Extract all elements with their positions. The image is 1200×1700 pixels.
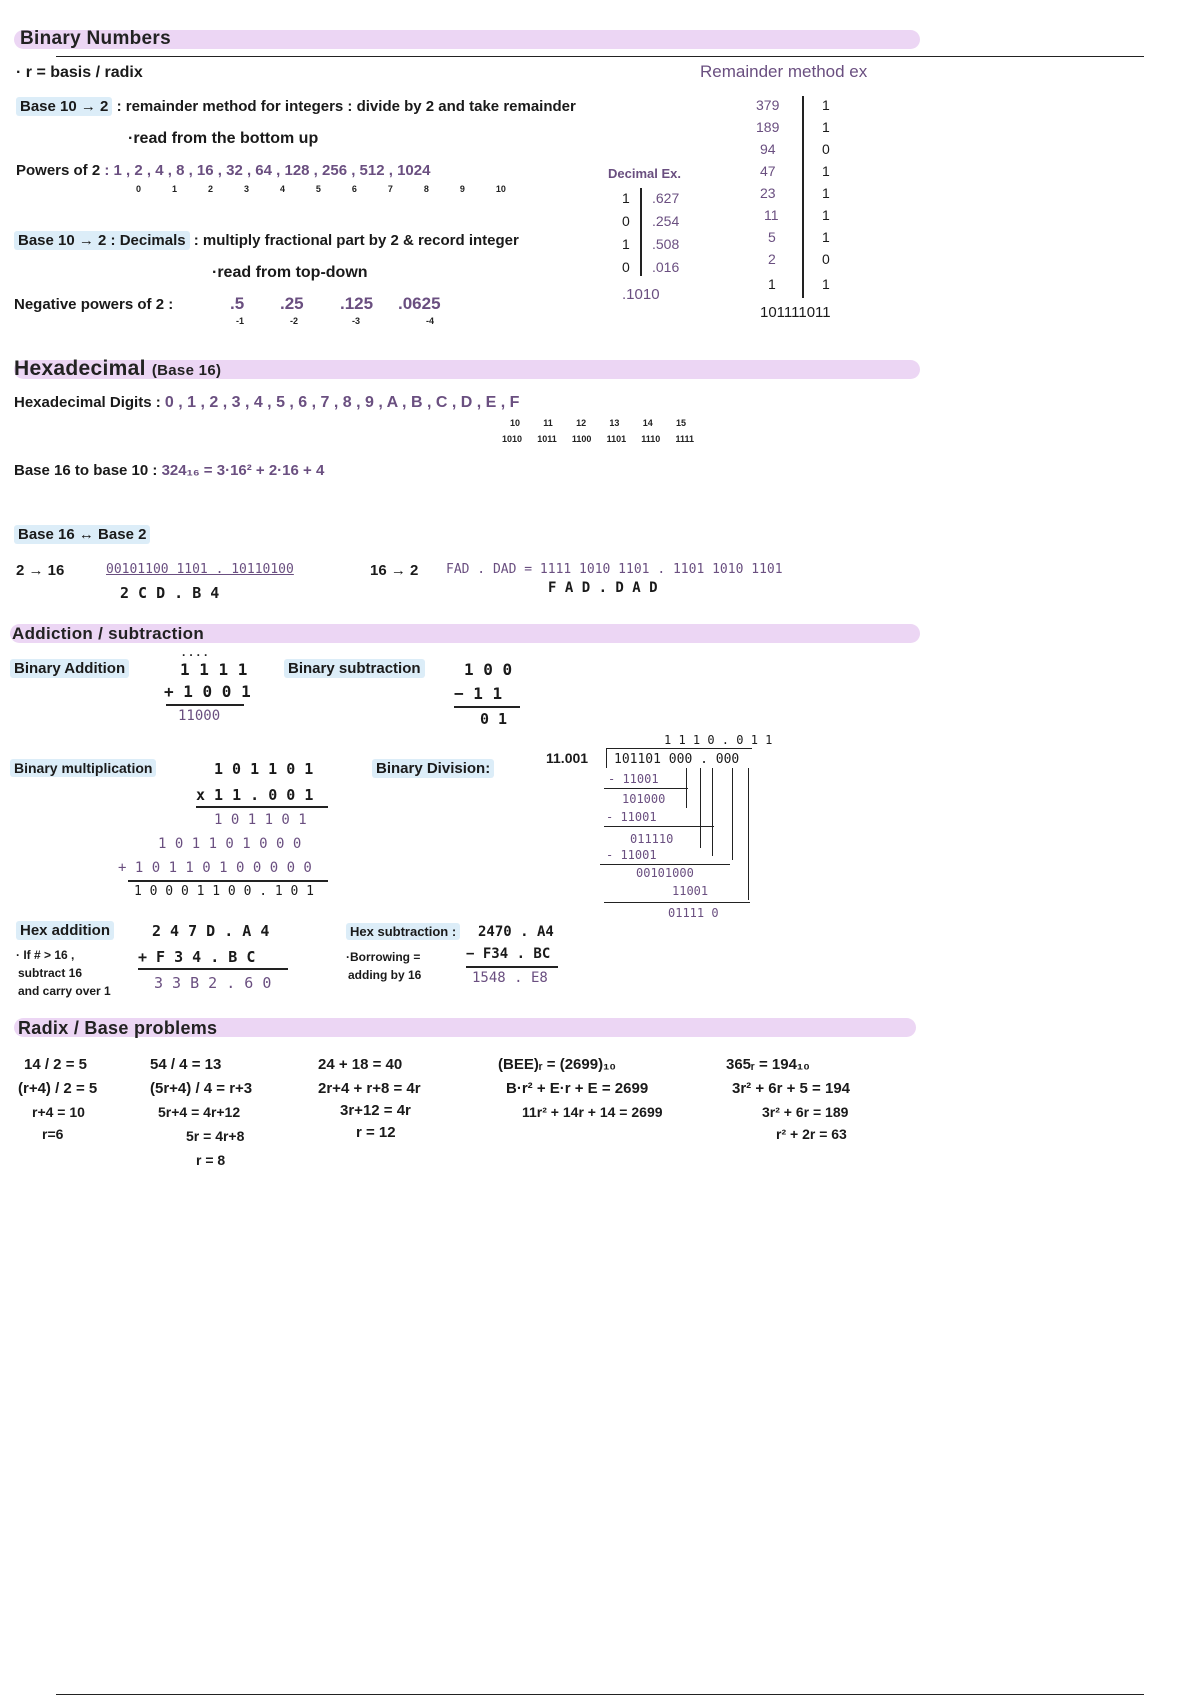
hex-title: Hexadecimal bbox=[14, 357, 146, 380]
hexsub-result: 1548 . E8 bbox=[472, 970, 548, 986]
power-exponent: 8 bbox=[423, 184, 429, 194]
sub-result: 0 1 bbox=[480, 710, 508, 728]
section-title-addsub: Addiction / subtraction bbox=[12, 624, 205, 643]
hex-subtraction-label-text: Hex subtraction : bbox=[346, 923, 460, 940]
div-step-line bbox=[600, 864, 730, 865]
decimal-ex-frac: .016 bbox=[652, 259, 680, 275]
section-title-radix: Radix / Base problems bbox=[18, 1018, 218, 1038]
div-arrow-line bbox=[700, 768, 701, 848]
div-step: 11001 bbox=[672, 884, 709, 898]
radix-line: 5r+4 = 4r+12 bbox=[158, 1104, 241, 1120]
b16b2-label-text: Base 16 ↔ Base 2 bbox=[14, 525, 150, 544]
radix-line: 24 + 18 = 40 bbox=[318, 1056, 403, 1073]
mul-result: 1 0 0 0 1 1 0 0 . 1 0 1 bbox=[134, 884, 315, 899]
hex-digit-bin: 1010 bbox=[502, 434, 523, 444]
radix-line: 11r² + 14r + 14 = 2699 bbox=[522, 1104, 663, 1120]
neg-power-value: .5 bbox=[230, 294, 245, 313]
hex-digit-value: 12 bbox=[576, 418, 587, 428]
div-step: - 11001 bbox=[606, 810, 657, 824]
add-top: 1 1 1 1 bbox=[180, 660, 248, 679]
powers-exponents bbox=[136, 184, 506, 194]
decimal-ex-frac: .508 bbox=[652, 236, 680, 252]
powers-values: : 1 , 2 , 4 , 8 , 16 , 32 , 64 , 128 , 256 , 512 , 1024 bbox=[104, 162, 431, 179]
div-step: - 11001 bbox=[608, 772, 659, 786]
hex-digit-bin: 1100 bbox=[571, 434, 592, 444]
to16-bits: 00101100 1101 . 10110100 bbox=[106, 562, 294, 577]
hex-digit-bin: 1110 bbox=[641, 434, 661, 444]
remainder-bit: 1 bbox=[822, 229, 830, 245]
div-step: 011110 bbox=[630, 832, 674, 846]
remainder-divider bbox=[802, 96, 804, 298]
decimals-label: Base 10 → 2 : Decimals bbox=[14, 231, 190, 250]
mul-underline bbox=[196, 806, 328, 808]
radix-line: (BEE)ᵣ = (2699)₁₀ bbox=[498, 1056, 617, 1073]
div-step-line bbox=[604, 902, 750, 903]
section-title-hex bbox=[14, 357, 221, 381]
hexadd-note: and carry over 1 bbox=[18, 984, 111, 998]
radix-note: · r = basis / radix bbox=[16, 64, 143, 81]
radix-line: (r+4) / 2 = 5 bbox=[18, 1080, 98, 1097]
add-bottom: + 1 0 0 1 bbox=[164, 682, 251, 701]
mul-row2: 1 0 1 1 0 1 0 0 0 bbox=[158, 836, 302, 852]
binary-division-label-text: Binary Division: bbox=[372, 759, 494, 778]
hex-digit-bin: 1101 bbox=[606, 434, 627, 444]
decimals-line bbox=[14, 232, 519, 249]
remainder-value: 379 bbox=[756, 97, 780, 113]
remainder-value: 94 bbox=[760, 141, 776, 157]
radix-line: 14 / 2 = 5 bbox=[24, 1056, 87, 1073]
hexadd-note: · If # > 16 , bbox=[16, 948, 75, 962]
neg-power-exponent: -3 bbox=[352, 316, 361, 326]
hex-digit-value: 14 bbox=[642, 418, 653, 428]
decimal-ex-int: 1 bbox=[622, 236, 630, 252]
hex-digits: 0 , 1 , 2 , 3 , 4 , 5 , 6 , 7 , 8 , 9 , A , B , C , D , E , F bbox=[164, 394, 520, 411]
add-carry: · · · · bbox=[182, 648, 208, 662]
neg-power-exponent: -1 bbox=[236, 316, 245, 326]
neg-power-value: .25 bbox=[280, 294, 304, 313]
mul-underline-2 bbox=[128, 880, 328, 882]
neg-power-exponent: -2 bbox=[290, 316, 299, 326]
radix-line: r+4 = 10 bbox=[32, 1104, 85, 1120]
radix-line: 5r = 4r+8 bbox=[186, 1128, 245, 1144]
power-exponent: 5 bbox=[315, 184, 321, 194]
hex-title-sub: (Base 16) bbox=[151, 362, 222, 379]
decimal-ex-frac: .627 bbox=[652, 190, 680, 206]
hex-addition-label bbox=[16, 922, 114, 939]
div-arrow-line bbox=[686, 768, 687, 808]
power-exponent: 7 bbox=[387, 184, 393, 194]
mul-top: 1 0 1 1 0 1 bbox=[214, 760, 314, 778]
binary-subtraction-label-text: Binary subtraction bbox=[284, 659, 425, 678]
div-step: 00101000 bbox=[636, 866, 694, 880]
hexsub-top: 2470 . A4 bbox=[478, 924, 554, 940]
remainder-value: 23 bbox=[760, 185, 776, 201]
binary-addition-label bbox=[10, 660, 129, 677]
hexadd-note: subtract 16 bbox=[18, 966, 83, 980]
power-exponent: 6 bbox=[351, 184, 357, 194]
remainder-bit: 0 bbox=[822, 141, 830, 157]
hexsub-note: ·Borrowing = bbox=[346, 950, 421, 964]
power-exponent: 2 bbox=[207, 184, 213, 194]
div-arrow-line bbox=[732, 768, 733, 860]
power-exponent: 9 bbox=[459, 184, 465, 194]
add-result: 11000 bbox=[178, 708, 221, 724]
binary-division-label bbox=[372, 760, 494, 777]
remainder-value: 47 bbox=[760, 163, 776, 179]
add-underline bbox=[166, 704, 244, 706]
decimal-ex-int: 0 bbox=[622, 213, 630, 229]
decimal-ex-result: .1010 bbox=[622, 286, 660, 303]
radix-line: 54 / 4 = 13 bbox=[150, 1056, 222, 1073]
neg-power-value: .0625 bbox=[398, 294, 441, 313]
radix-line: 3r² + 6r + 5 = 194 bbox=[732, 1080, 851, 1097]
binary-multiplication-label-text: Binary multiplication bbox=[10, 759, 156, 777]
read-up-note: ·read from the bottom up bbox=[128, 130, 319, 147]
hexadd-top: 2 4 7 D . A 4 bbox=[152, 922, 270, 940]
div-bracket-side bbox=[606, 748, 607, 768]
power-exponent: 10 bbox=[495, 184, 506, 194]
remainder-value: 5 bbox=[768, 229, 776, 245]
to2-label: 16 → 2 bbox=[370, 562, 419, 579]
remainder-method-title: Remainder method ex bbox=[700, 62, 868, 81]
div-arrow-line bbox=[712, 768, 713, 856]
hex-subtraction-label bbox=[346, 924, 460, 939]
base10to2-label: Base 10 → 2 bbox=[16, 97, 112, 116]
remainder-bit: 1 bbox=[822, 97, 830, 113]
div-step: - 11001 bbox=[606, 848, 657, 862]
powers-label: Powers of 2 bbox=[16, 162, 101, 179]
div-step: 101000 bbox=[622, 792, 666, 806]
power-exponent: 3 bbox=[243, 184, 249, 194]
div-bracket-top bbox=[606, 748, 752, 749]
decimals-text: : multiply fractional part by 2 & record integer bbox=[193, 232, 519, 249]
hex-digit-values bbox=[510, 418, 686, 428]
radix-line: r=6 bbox=[42, 1126, 64, 1142]
hexadd-bottom: + F 3 4 . B C bbox=[138, 948, 256, 966]
hexsub-note: adding by 16 bbox=[348, 968, 422, 982]
to16-digits: 2 C D . B 4 bbox=[120, 584, 220, 602]
radix-line: 3r² + 6r = 189 bbox=[762, 1104, 849, 1120]
radix-line: 2r+4 + r+8 = 4r bbox=[318, 1080, 421, 1097]
remainder-bit: 1 bbox=[822, 185, 830, 201]
sub-bottom: − 1 1 bbox=[454, 684, 503, 703]
hex-digit-value: 10 bbox=[510, 418, 521, 428]
div-dividend: 101101 000 . 000 bbox=[614, 752, 740, 767]
radix-line: 3r+12 = 4r bbox=[340, 1102, 411, 1119]
binary-multiplication-label bbox=[10, 760, 156, 776]
hexsub-underline bbox=[466, 966, 558, 968]
radix-line: B·r² + E·r + E = 2699 bbox=[506, 1080, 649, 1097]
remainder-value: 2 bbox=[768, 251, 776, 267]
div-arrow-line bbox=[748, 768, 749, 900]
power-exponent: 0 bbox=[136, 184, 142, 194]
mul-row1: 1 0 1 1 0 1 bbox=[214, 812, 307, 828]
div-quotient: 1 1 1 0 . 0 1 1 bbox=[664, 733, 773, 747]
hex-digit-value: 15 bbox=[675, 418, 686, 428]
hex-addition-label-text: Hex addition bbox=[16, 921, 114, 940]
binary-subtraction-label bbox=[284, 660, 425, 677]
powers-line bbox=[16, 162, 430, 179]
b16to10-line bbox=[14, 462, 324, 479]
div-step-line bbox=[604, 788, 688, 789]
read-down-note: ·read from top-down bbox=[212, 264, 368, 281]
to16-label: 2 → 16 bbox=[16, 562, 65, 579]
hex-digit-value: 13 bbox=[609, 418, 620, 428]
remainder-bit: 1 bbox=[822, 119, 830, 135]
hex-digit-value: 11 bbox=[543, 418, 553, 428]
b16to10-expr: 324₁₆ = 3·16² + 2·16 + 4 bbox=[161, 462, 325, 479]
neg-power-exponent: -4 bbox=[426, 316, 435, 326]
hex-digits-label: Hexadecimal Digits : bbox=[14, 394, 161, 411]
remainder-value: 11 bbox=[764, 207, 779, 223]
hex-digit-bin: 1011 bbox=[537, 434, 557, 444]
remainder-bit: 1 bbox=[822, 276, 830, 292]
radix-line: r = 12 bbox=[356, 1124, 396, 1141]
to2-digits: F A D . D A D bbox=[548, 580, 658, 596]
decimal-ex-title: Decimal Ex. bbox=[608, 166, 681, 181]
hex-digits-line bbox=[14, 394, 519, 412]
div-divisor: 11.001 bbox=[546, 750, 589, 766]
b16to10-label: Base 16 to base 10 : bbox=[14, 462, 158, 479]
b16b2-label bbox=[14, 526, 150, 543]
hexadd-result: 3 3 B 2 . 6 0 bbox=[154, 974, 272, 992]
base10to2-line bbox=[16, 98, 576, 115]
radix-line: r = 8 bbox=[196, 1152, 226, 1168]
decimal-ex-divider bbox=[640, 188, 642, 276]
hexsub-bottom: − F34 . BC bbox=[466, 946, 551, 962]
binary-addition-label-text: Binary Addition bbox=[10, 659, 129, 678]
decimal-ex-int: 0 bbox=[622, 259, 630, 275]
remainder-bit: 1 bbox=[822, 163, 830, 179]
remainder-value: 189 bbox=[756, 119, 780, 135]
section-title-binary: Binary Numbers bbox=[20, 28, 171, 49]
bottom-rule bbox=[56, 1694, 1144, 1695]
power-exponent: 1 bbox=[171, 184, 177, 194]
hex-digit-bins bbox=[502, 434, 694, 444]
neg-power-value: .125 bbox=[340, 294, 374, 313]
mul-row3: + 1 0 1 1 0 1 0 0 0 0 0 bbox=[118, 860, 312, 876]
decimal-ex-int: 1 bbox=[622, 190, 630, 206]
remainder-result: 101111011 bbox=[760, 304, 831, 321]
decimal-ex-frac: .254 bbox=[652, 213, 680, 229]
base10to2-text: : remainder method for integers : divide by 2 and take remainder bbox=[116, 98, 576, 115]
remainder-bit: 0 bbox=[822, 251, 830, 267]
sub-top: 1 0 0 bbox=[464, 660, 513, 679]
radix-line: r² + 2r = 63 bbox=[776, 1126, 847, 1142]
mul-bottom: x 1 1 . 0 0 1 bbox=[196, 786, 314, 804]
hex-digit-bin: 1111 bbox=[675, 434, 694, 444]
remainder-bit: 1 bbox=[822, 207, 830, 223]
to2-expr: FAD . DAD = 1111 1010 1101 . 1101 1010 1101 bbox=[446, 562, 783, 577]
radix-line: (5r+4) / 4 = r+3 bbox=[150, 1080, 253, 1097]
div-step-line bbox=[604, 826, 714, 827]
sub-underline bbox=[454, 706, 520, 708]
div-step: 01111 0 bbox=[668, 906, 719, 920]
radix-line: 365ᵣ = 194₁₀ bbox=[726, 1056, 810, 1073]
remainder-value: 1 bbox=[768, 276, 776, 292]
hexadd-underline bbox=[138, 968, 288, 970]
neg-powers-label: Negative powers of 2 : bbox=[14, 296, 174, 313]
power-exponent: 4 bbox=[279, 184, 285, 194]
top-rule bbox=[56, 56, 1144, 57]
